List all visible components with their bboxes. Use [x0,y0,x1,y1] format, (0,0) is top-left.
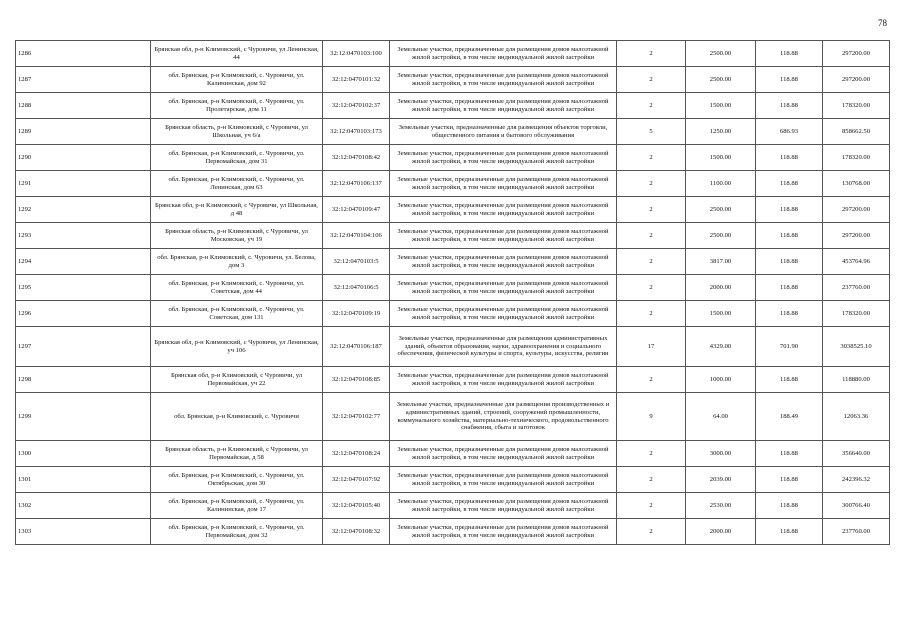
use-group-cell: 2 [617,467,686,493]
cadastral-number-cell: 32:12:0470106:187 [323,327,390,367]
permitted-use-cell: Земельные участки, предназначенные для размещения домов малоэтажной жилой застройки, в том числе индивидуальной жилой застройки [390,493,617,519]
row-number: 1302 [16,493,151,519]
row-number: 1298 [16,367,151,393]
cadastral-value-cell: 300766.40 [823,493,890,519]
table-row [16,441,890,467]
area-cell: 2500.00 [686,41,756,67]
use-group-cell: 2 [617,493,686,519]
row-number: 1289 [16,119,151,145]
area-cell: 2000.00 [686,275,756,301]
cadastral-number-cell: 32:12:0470108:85 [323,367,390,393]
use-group-cell: 2 [617,67,686,93]
specific-value-cell: 118.88 [756,67,823,93]
use-group-cell: 2 [617,367,686,393]
cadastral-number-cell: 32:12:0470109:47 [323,197,390,223]
use-group-cell: 2 [617,197,686,223]
cadastral-number-cell: 32:12:0470105:40 [323,493,390,519]
address-cell: Брянская область, р-н Климовский, с Чуровичи, ул Московская, уч 19 [151,223,323,249]
cadastral-value-cell: 178320.00 [823,145,890,171]
specific-value-cell: 118.88 [756,275,823,301]
permitted-use-cell: Земельные участки, предназначенные для размещения домов малоэтажной жилой застройки, в том числе индивидуальной жилой застройки [390,41,617,67]
use-group-cell: 2 [617,171,686,197]
address-cell: обл. Брянская, р-н Климовский, с. Чуровичи, ул. Первомайская, дом 32 [151,519,323,545]
table-body [16,41,890,545]
cadastral-value-cell: 297200.00 [823,223,890,249]
specific-value-cell: 118.88 [756,223,823,249]
address-cell: обл. Брянская, р-н Климовский, с. Чуровичи, ул. Советская, дом 131 [151,301,323,327]
specific-value-cell: 701.90 [756,327,823,367]
permitted-use-cell: Земельные участки, предназначенные для размещения домов малоэтажной жилой застройки, в том числе индивидуальной жилой застройки [390,197,617,223]
cadastral-number-cell: 32:12:0470104:106 [323,223,390,249]
permitted-use-cell: Земельные участки, предназначенные для размещения домов малоэтажной жилой застройки, в том числе индивидуальной жилой застройки [390,249,617,275]
specific-value-cell: 118.88 [756,197,823,223]
permitted-use-cell: Земельные участки, предназначенные для размещения домов малоэтажной жилой застройки, в том числе индивидуальной жилой застройки [390,223,617,249]
row-number: 1294 [16,249,151,275]
cadastral-value-cell: 237760.00 [823,275,890,301]
area-cell: 1250.00 [686,119,756,145]
use-group-cell: 2 [617,441,686,467]
use-group-cell: 2 [617,301,686,327]
table-row [16,119,890,145]
area-cell: 2500.00 [686,197,756,223]
cadastral-number-cell: 32:12:0470106:137 [323,171,390,197]
permitted-use-cell: Земельные участки, предназначенные для размещения объектов торговли, общественного питания и бытового обслуживания [390,119,617,145]
table-row [16,93,890,119]
row-number: 1295 [16,275,151,301]
specific-value-cell: 118.88 [756,493,823,519]
permitted-use-cell: Земельные участки, предназначенные для размещения домов малоэтажной жилой застройки, в том числе индивидуальной жилой застройки [390,301,617,327]
use-group-cell: 2 [617,249,686,275]
cadastral-number-cell: 32:12:0470103:173 [323,119,390,145]
address-cell: Брянская обл, р-н Климовский, с Чуровичи, ул Ленинская, 44 [151,41,323,67]
permitted-use-cell: Земельные участки, предназначенные для размещения домов малоэтажной жилой застройки, в том числе индивидуальной жилой застройки [390,93,617,119]
row-number: 1301 [16,467,151,493]
area-cell: 2500.00 [686,223,756,249]
area-cell: 2500.00 [686,67,756,93]
cadastral-value-cell: 242396.32 [823,467,890,493]
use-group-cell: 2 [617,519,686,545]
area-cell: 64.00 [686,393,756,441]
address-cell: обл. Брянская, р-н Климовский, с. Чуровичи, ул. Ленинская, дом 63 [151,171,323,197]
cadastral-number-cell: 32:12:0470108:42 [323,145,390,171]
table-row [16,171,890,197]
row-number: 1287 [16,67,151,93]
use-group-cell: 2 [617,93,686,119]
address-cell: Брянская обл, р-н Климовский, с Чуровичи, ул Школьная, д 48 [151,197,323,223]
row-number: 1291 [16,171,151,197]
cadastral-value-cell: 237760.00 [823,519,890,545]
use-group-cell: 2 [617,145,686,171]
area-cell: 2000.00 [686,519,756,545]
table-row [16,467,890,493]
table-row [16,249,890,275]
table-row [16,301,890,327]
row-number: 1296 [16,301,151,327]
use-group-cell: 9 [617,393,686,441]
address-cell: обл. Брянская, р-н Климовский, с. Чуровичи, ул. Пролетарская, дом 11 [151,93,323,119]
address-cell: обл. Брянская, р-н Климовский, с. Чуровичи [151,393,323,441]
cadastral-value-cell: 297200.00 [823,41,890,67]
cadastral-value-cell: 297200.00 [823,197,890,223]
address-cell: обл. Брянская, р-н Климовский, с. Чуровичи, ул. Октябрьская, дом 30 [151,467,323,493]
cadastral-value-cell: 297200.00 [823,67,890,93]
use-group-cell: 5 [617,119,686,145]
table-row [16,367,890,393]
permitted-use-cell: Земельные участки, предназначенные для размещения домов малоэтажной жилой застройки, в том числе индивидуальной жилой застройки [390,67,617,93]
area-cell: 2530.00 [686,493,756,519]
address-cell: обл. Брянская, р-н Климовский, с. Чуровичи, ул. Первомайская, дом 31 [151,145,323,171]
permitted-use-cell: Земельные участки, предназначенные для размещения домов малоэтажной жилой застройки, в том числе индивидуальной жилой застройки [390,467,617,493]
address-cell: Брянская обл, р-н Климовский, с Чуровичи, ул Первомайская, уч 22 [151,367,323,393]
area-cell: 2039.00 [686,467,756,493]
cadastral-number-cell: 32:12:0470107:92 [323,467,390,493]
permitted-use-cell: Земельные участки, предназначенные для размещения домов малоэтажной жилой застройки, в том числе индивидуальной жилой застройки [390,275,617,301]
specific-value-cell: 686.93 [756,119,823,145]
specific-value-cell: 118.88 [756,41,823,67]
table-row [16,393,890,441]
row-number: 1297 [16,327,151,367]
table-row [16,519,890,545]
specific-value-cell: 118.88 [756,441,823,467]
table-row [16,275,890,301]
specific-value-cell: 118.88 [756,145,823,171]
row-number: 1292 [16,197,151,223]
use-group-cell: 2 [617,275,686,301]
specific-value-cell: 118.88 [756,519,823,545]
row-number: 1293 [16,223,151,249]
permitted-use-cell: Земельные участки, предназначенные для размещения домов малоэтажной жилой застройки, в том числе индивидуальной жилой застройки [390,145,617,171]
table-row [16,67,890,93]
table-row [16,493,890,519]
specific-value-cell: 118.88 [756,301,823,327]
use-group-cell: 2 [617,41,686,67]
table-row [16,327,890,367]
use-group-cell: 17 [617,327,686,367]
specific-value-cell: 118.88 [756,367,823,393]
cadastral-number-cell: 32:12:0470106:5 [323,275,390,301]
area-cell: 1100.00 [686,171,756,197]
area-cell: 1500.00 [686,301,756,327]
cadastral-value-cell: 130768.00 [823,171,890,197]
permitted-use-cell: Земельные участки, предназначенные для размещения домов малоэтажной жилой застройки, в том числе индивидуальной жилой застройки [390,441,617,467]
area-cell: 3000.00 [686,441,756,467]
cadastral-number-cell: 32:12:0470102:37 [323,93,390,119]
cadastral-value-cell: 12063.36 [823,393,890,441]
area-cell: 1000.00 [686,367,756,393]
use-group-cell: 2 [617,223,686,249]
address-cell: Брянская область, р-н Климовский, с Чуровичи, ул Первомайская, д 58 [151,441,323,467]
cadastral-value-cell: 3038525.10 [823,327,890,367]
row-number: 1300 [16,441,151,467]
specific-value-cell: 118.88 [756,467,823,493]
permitted-use-cell: Земельные участки, предназначенные для размещения производственных и административных зданий, строений, сооружений промышленности, коммунального хозяйства, материально-технического, продовольственного снабжения, сбыта и заготовок [390,393,617,441]
specific-value-cell: 118.88 [756,93,823,119]
cadastral-number-cell: 32:12:0470101:32 [323,67,390,93]
land-registry-table [15,40,890,545]
permitted-use-cell: Земельные участки, предназначенные для размещения административных зданий, объектов образования, науки, здравоохранения и социального обеспечения, физической культуры и спорта, культуры, искусства, религии [390,327,617,367]
permitted-use-cell: Земельные участки, предназначенные для размещения домов малоэтажной жилой застройки, в том числе индивидуальной жилой застройки [390,519,617,545]
cadastral-value-cell: 356640.00 [823,441,890,467]
cadastral-number-cell: 32:12:0470103:5 [323,249,390,275]
row-number: 1299 [16,393,151,441]
table-row [16,41,890,67]
permitted-use-cell: Земельные участки, предназначенные для размещения домов малоэтажной жилой застройки, в том числе индивидуальной жилой застройки [390,367,617,393]
address-cell: обл. Брянская, р-н Климовский, с. Чуровичи, ул. Калининская, дом 17 [151,493,323,519]
table-row [16,223,890,249]
cadastral-number-cell: 32:12:0470108:32 [323,519,390,545]
table-row [16,197,890,223]
cadastral-value-cell: 178320.00 [823,93,890,119]
address-cell: Брянская обл, р-н Климовский, с Чуровичи, ул Ленинская, уч 106 [151,327,323,367]
specific-value-cell: 118.88 [756,171,823,197]
permitted-use-cell: Земельные участки, предназначенные для размещения домов малоэтажной жилой застройки, в том числе индивидуальной жилой застройки [390,171,617,197]
cadastral-number-cell: 32:12:0470103:100 [323,41,390,67]
address-cell: обл. Брянская, р-н Климовский, с. Чуровичи, ул. Советская, дом 44 [151,275,323,301]
table-row [16,145,890,171]
row-number: 1290 [16,145,151,171]
address-cell: обл. Брянская, р-н Климовский, с. Чуровичи, ул. Калининская, дом 92 [151,67,323,93]
area-cell: 1500.00 [686,145,756,171]
cadastral-value-cell: 858662.50 [823,119,890,145]
cadastral-value-cell: 453764.96 [823,249,890,275]
area-cell: 4329.00 [686,327,756,367]
area-cell: 1500.00 [686,93,756,119]
row-number: 1288 [16,93,151,119]
specific-value-cell: 188.49 [756,393,823,441]
cadastral-number-cell: 32:12:0470108:24 [323,441,390,467]
row-number: 1303 [16,519,151,545]
cadastral-value-cell: 118880.00 [823,367,890,393]
cadastral-number-cell: 32:12:0470109:19 [323,301,390,327]
cadastral-number-cell: 32:12:0470102:77 [323,393,390,441]
specific-value-cell: 118.88 [756,249,823,275]
area-cell: 3817.00 [686,249,756,275]
address-cell: Брянская область, р-н Климовский, с Чуровичи, ул Школьная, уч 6/а [151,119,323,145]
row-number: 1286 [16,41,151,67]
address-cell: обл. Брянская, р-н Климовский, с. Чуровичи, ул. Белова, дом 3 [151,249,323,275]
cadastral-value-cell: 178320.00 [823,301,890,327]
page-number: 78 [878,18,887,28]
